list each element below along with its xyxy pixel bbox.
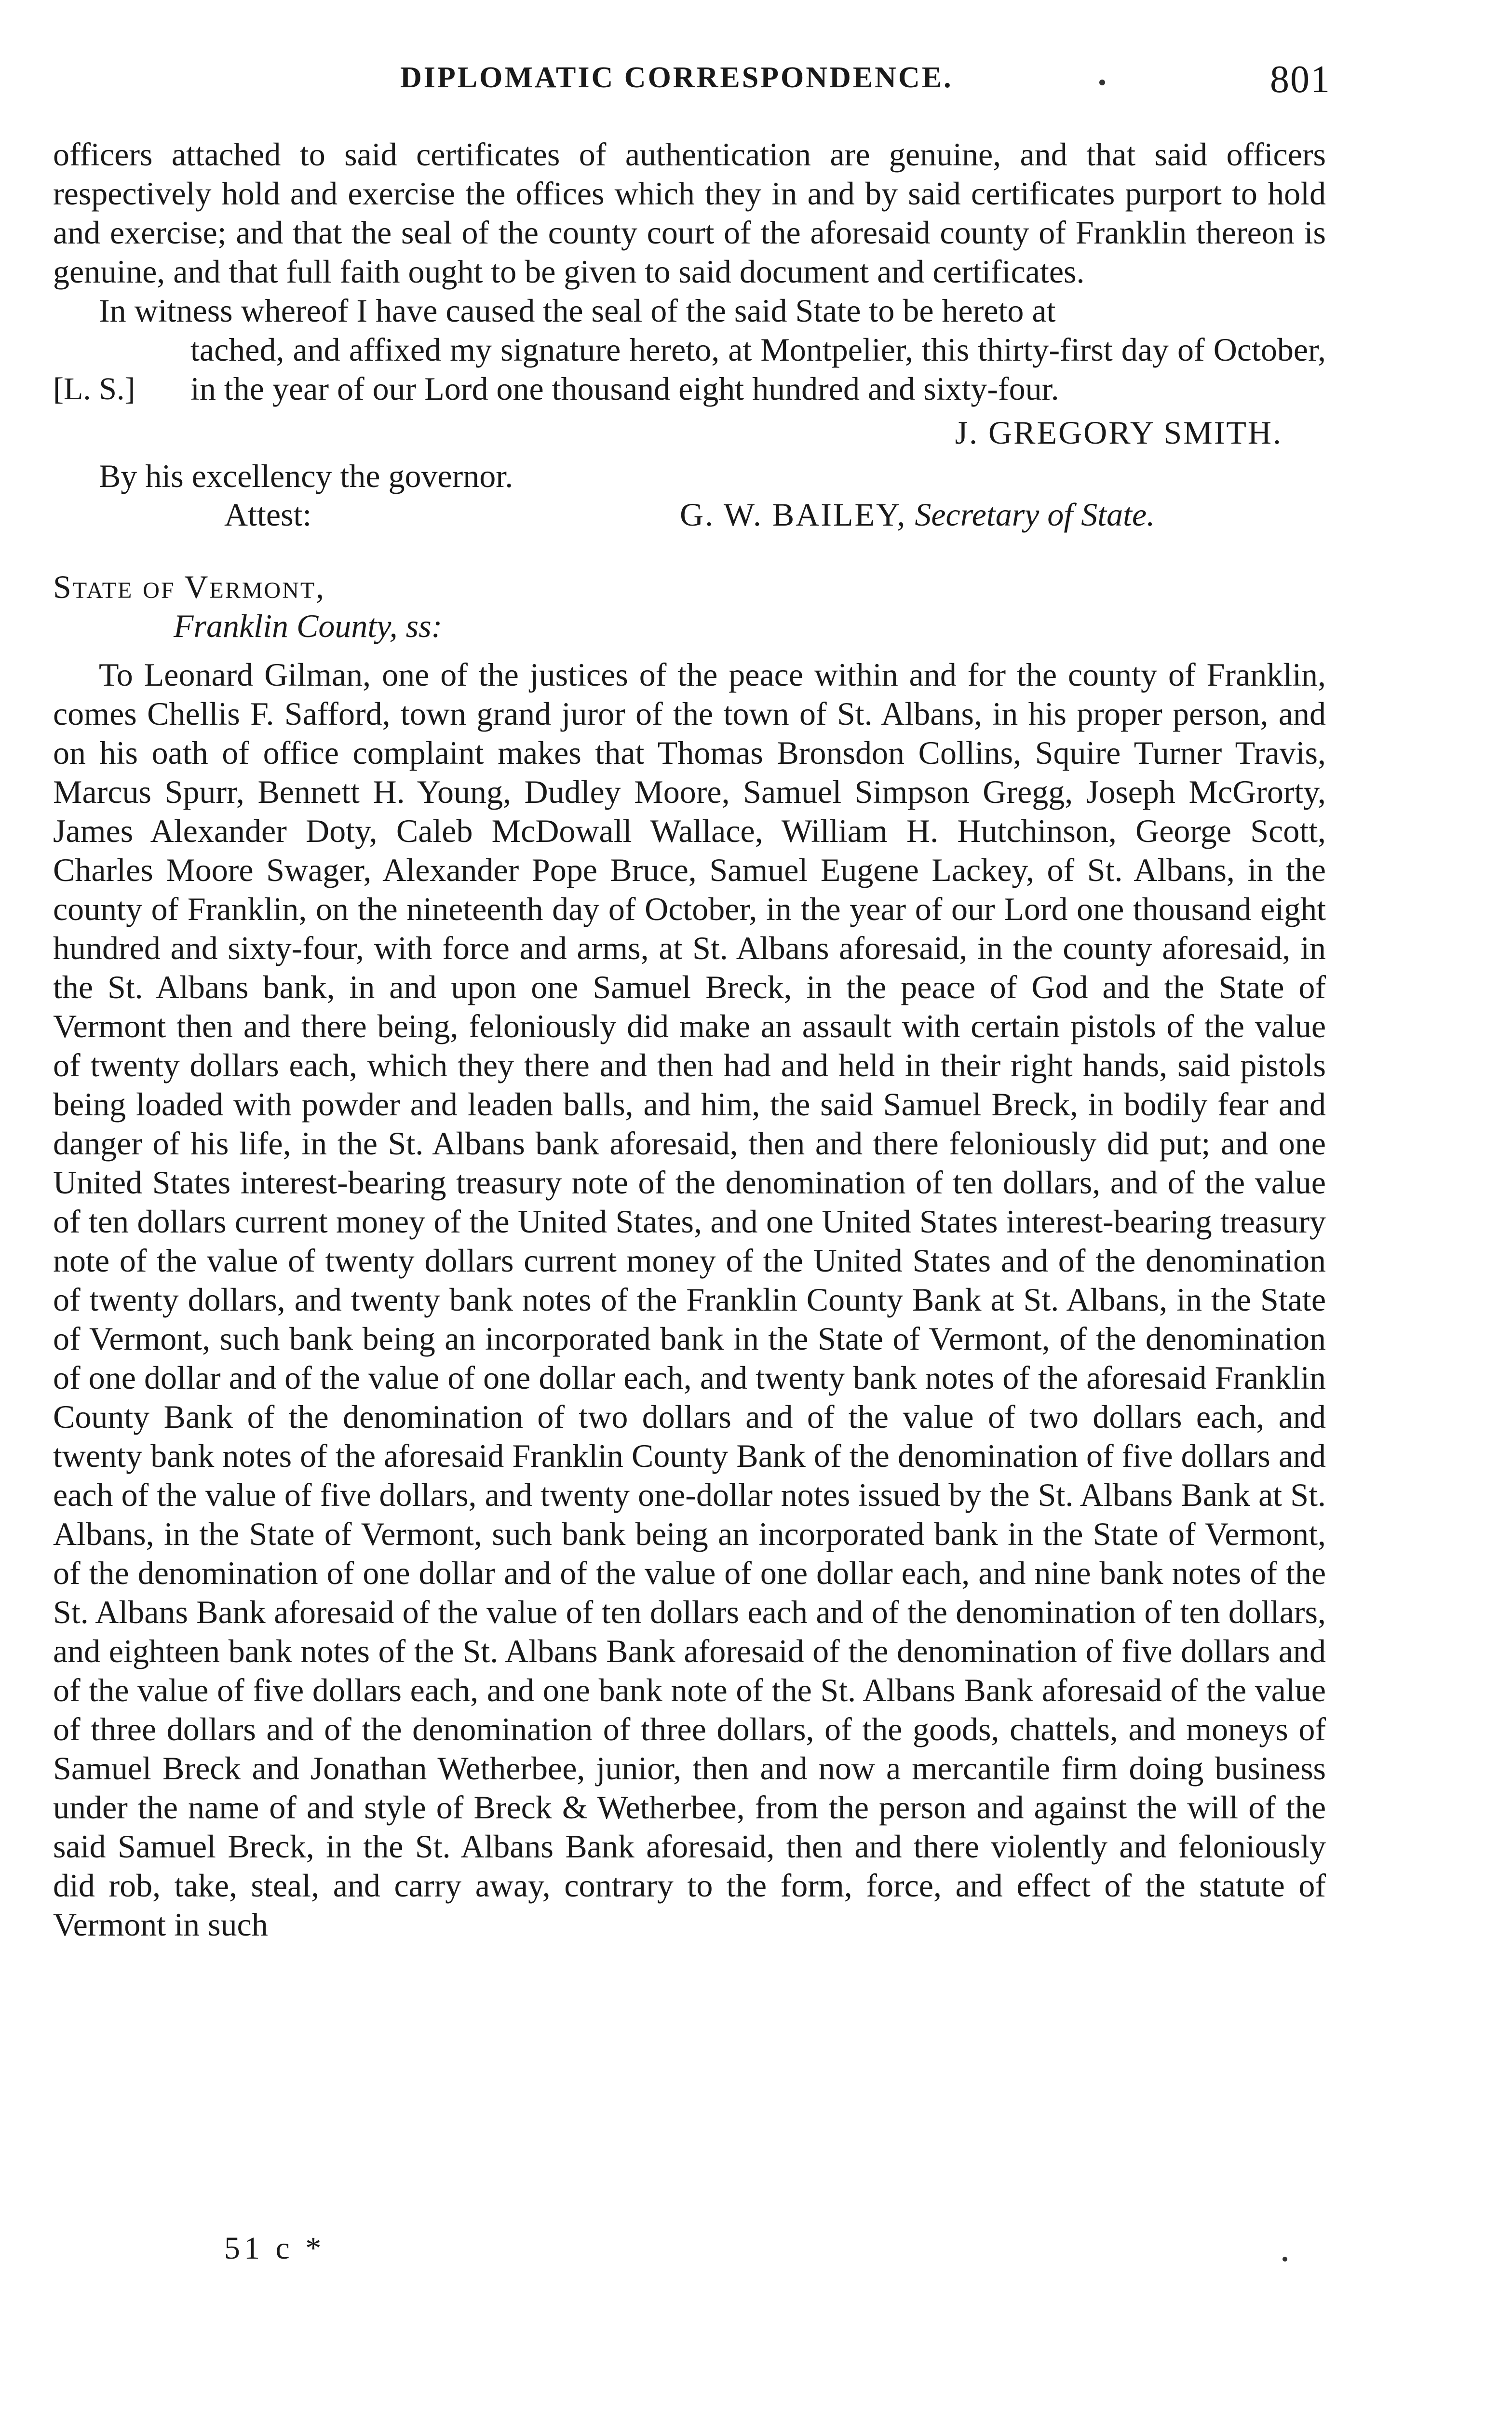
seal-mark: [L. S.]: [53, 371, 135, 406]
attestation-block: [53, 457, 1326, 534]
secretary-name: G. W. BAILEY,: [680, 496, 907, 533]
print-speck: [1099, 80, 1105, 85]
attest-label: Attest:: [224, 496, 312, 533]
witness-first-line: In witness whereof I have caused the seal of the said State to be hereto at: [99, 292, 1056, 329]
running-head: [400, 58, 1331, 111]
page-number: 801: [1270, 58, 1331, 101]
witness-clause: [53, 291, 1326, 408]
county-heading: Franklin County, ss:: [174, 608, 443, 644]
complaint-body: To Leonard Gilman, one of the justices of the peace within and for the county of Franklin, comes Chellis F. Safford, town grand juror of the town of St. Albans, in his proper person, and on his oath of office complaint makes that Thomas Bronsdon Collins, Squire Turner Travis, Marcus Spurr, Bennett H. Young, Dudley Moore, Samuel Simpson Gregg, Joseph McGrorty, James Alexander Doty, Caleb McDowall Wallace, William H. Hutchinson, George Scott, Charles Moore Swager, Alexander Pope Bruce, Samuel Eugene Lackey, of St. Albans, in the county of Franklin, on the nineteenth day of October, in the year of our Lord one thousand eight hundred and sixty-four, with force and arms, at St. Albans aforesaid, in the county aforesaid, in the St. Albans bank, in and upon one Samuel Breck, in the peace of God and the State of Vermont then and there being, feloniously did make an assault with certain pistols of the value of twenty dollars each, which they there and then had and held in their right hands, said pistols being loaded with powder and leaden balls, and him, the said Samuel Breck, in bodily fear and danger of his life, in the St. Albans bank aforesaid, then and there feloniously did put; and one United States interest-bearing treasury note of the denomination of ten dollars, and of the value of ten dollars current money of the United States, and one United States interest-bearing treasury note of the value of twenty dollars current money of the United States and of the denomination of twenty dollars, and twenty bank notes of the Franklin County Bank at St. Albans, in the State of Vermont, such bank being an incorporated bank in the State of Vermont, of the denomination of one dollar and of the value of one dollar each, and twenty bank notes of the aforesaid Franklin County Bank of the denomination of two dollars and of the value of two dollars each, and twenty bank notes of the aforesaid Franklin County Bank of the denomination of five dollars and each of the value of five dollars, and twenty one-dollar notes issued by the St. Albans Bank at St. Albans, in the State of Vermont, such bank being an incorporated bank in the State of Vermont, of the denomination of one dollar and of the value of one dollar each, and nine bank notes of the St. Albans Bank aforesaid of the value of ten dollars each and of the denomination of ten dollars, and eighteen bank notes of the St. Albans Bank aforesaid of the denomination of five dollars and of the value of five dollars each, and one bank note of the St. Albans Bank aforesaid of the value of three dollars and of the denomination of three dollars, of the goods, chattels, and moneys of Samuel Breck and Jonathan Wetherbee, junior, then and now a mercantile firm doing business under the name of and style of Breck & Wetherbee, from the person and against the will of the said Samuel Breck, in the St. Albans Bank aforesaid, then and there violently and feloniously did rob, take, steal, and carry away, contrary to the form, force, and effect of the statute of Vermont in such: [53, 656, 1326, 1943]
witness-continuation: tached, and affixed my signature hereto, at Montpelier, this thirty-first day of October, in the year of our Lord one thousand eight hundred and sixty-four.: [190, 331, 1326, 407]
print-speck: [1282, 2257, 1287, 2262]
running-title: DIPLOMATIC CORRESPONDENCE.: [400, 61, 953, 94]
page-body: [53, 135, 1326, 1944]
secretary-title: Secretary of State.: [915, 496, 1155, 533]
governor-signature: J. GREGORY SMITH.: [955, 414, 1282, 451]
state-heading: State of Vermont,: [53, 569, 326, 605]
by-excellency-line: By his excellency the governor.: [99, 458, 513, 494]
certificate-continuation: officers attached to said certificates of authentication are genuine, and that said officers respectively hold and exercise the offices which they in and by said certificates purport to hold and exercise; and that the seal of the county court of the aforesaid county of Franklin thereon is genuine, and that full faith ought to be given to said document and certificates.: [53, 136, 1326, 290]
secretary-signature: [680, 495, 1155, 534]
signature-mark: 51 c *: [224, 2231, 325, 2266]
governor-signature-row: [53, 408, 1326, 457]
